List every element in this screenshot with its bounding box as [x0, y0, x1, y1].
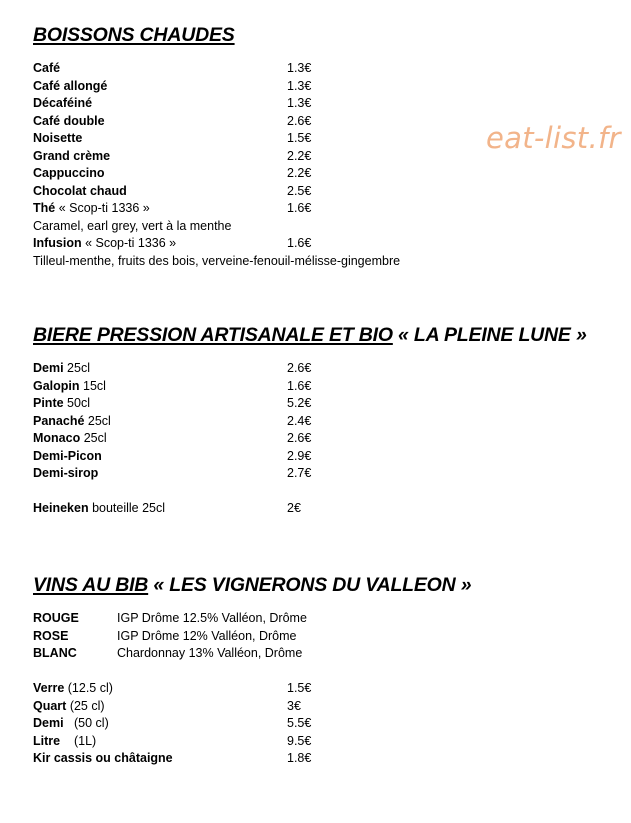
item-name: Demi-sirop — [33, 466, 99, 480]
item-name: Verre — [33, 681, 65, 695]
wine-desc: Chardonnay 13% Valléon, Drôme — [117, 646, 303, 660]
item-name: Décaféiné — [33, 96, 93, 110]
item-detail: (25 cl) — [66, 698, 105, 713]
item-name: Café allongé — [33, 78, 108, 93]
menu-item — [33, 95, 631, 113]
wine-type: BLANC — [33, 646, 77, 660]
item-price: 2.6€ — [287, 361, 312, 375]
section-title — [33, 322, 631, 348]
menu-item — [33, 148, 631, 166]
item-price: 9.5€ — [287, 733, 312, 748]
item-name: Café double — [33, 113, 105, 128]
item-name: Demi — [33, 716, 64, 730]
item-price: 2.2€ — [287, 166, 312, 180]
menu-item — [33, 165, 631, 183]
section-biere — [33, 322, 631, 518]
item-detail: (1L) — [60, 733, 97, 748]
section-boissons-chaudes — [33, 22, 631, 270]
item-note: Caramel, earl grey, vert à la menthe — [33, 218, 232, 233]
item-detail: « Scop-ti 1336 » — [81, 236, 177, 250]
item-name: Demi — [33, 361, 64, 375]
section-vins — [33, 572, 631, 768]
item-price: 1.5€ — [287, 681, 312, 695]
menu-item — [33, 183, 631, 201]
menu-item — [33, 500, 631, 518]
menu-item — [33, 680, 631, 698]
item-price: 2.5€ — [287, 183, 312, 198]
item-price: 1.6€ — [287, 236, 312, 250]
item-detail: 25cl — [63, 361, 90, 375]
spacer — [33, 483, 631, 501]
item-name: Panaché — [33, 413, 85, 428]
item-detail: « Scop-ti 1336 » — [55, 201, 150, 215]
item-price: 5.2€ — [287, 396, 312, 410]
section-title — [33, 572, 631, 598]
item-detail: 25cl — [84, 413, 111, 428]
menu-item — [33, 750, 631, 768]
item-name: Chocolat chaud — [33, 183, 127, 198]
item-price: 2.2€ — [287, 148, 312, 163]
item-name: Heineken — [33, 501, 89, 515]
menu-item — [33, 448, 631, 466]
item-name: Pinte — [33, 396, 64, 410]
item-name: Quart — [33, 698, 67, 713]
item-price: 1.6€ — [287, 201, 312, 215]
item-name: Galopin — [33, 378, 80, 393]
item-price: 5.5€ — [287, 716, 312, 730]
item-price: 3€ — [287, 698, 301, 713]
item-price: 2.7€ — [287, 466, 312, 480]
item-price: 1.6€ — [287, 378, 312, 393]
menu-item — [33, 395, 631, 413]
menu-item — [33, 715, 631, 733]
item-name: Thé — [33, 201, 56, 215]
menu-item — [33, 465, 631, 483]
menu-item — [33, 60, 631, 78]
item-detail: 50cl — [63, 396, 90, 410]
wine-desc: IGP Drôme 12% Valléon, Drôme — [117, 628, 297, 643]
item-price: 1.8€ — [287, 751, 312, 765]
menu-item — [33, 130, 631, 148]
menu-item — [33, 378, 631, 396]
item-price: 2.4€ — [287, 413, 312, 428]
item-detail: (12.5 cl) — [64, 681, 113, 695]
item-name: Demi-Picon — [33, 448, 102, 463]
menu-item — [33, 113, 631, 131]
wine-desc: IGP Drôme 12.5% Valléon, Drôme — [117, 611, 307, 625]
section-title-underlined: VINS AU BIB — [33, 574, 149, 596]
item-name: Monaco — [33, 431, 81, 445]
item-name: Kir cassis ou châtaigne — [33, 751, 173, 765]
item-price: 1.3€ — [287, 96, 312, 110]
wine-item — [33, 628, 631, 646]
wine-item — [33, 610, 631, 628]
menu-list — [33, 360, 631, 518]
menu-item — [33, 360, 631, 378]
section-title — [33, 22, 631, 48]
item-detail: (50 cl) — [63, 716, 109, 730]
item-price: 2€ — [287, 501, 301, 515]
wine-item — [33, 645, 631, 663]
item-detail: bouteille 25cl — [88, 501, 166, 515]
wine-type: ROSE — [33, 628, 69, 643]
section-title-rest: « LES VIGNERONS DU VALLEON » — [148, 574, 472, 596]
item-detail: 25cl — [80, 431, 107, 445]
menu-item — [33, 200, 631, 218]
item-name: Café — [33, 61, 61, 75]
item-price: 1.3€ — [287, 61, 312, 75]
section-title-text: BOISSONS CHAUDES — [33, 24, 235, 46]
item-price: 2.6€ — [287, 431, 312, 445]
menu-item — [33, 413, 631, 431]
item-name: Infusion — [33, 236, 82, 250]
item-note: Tilleul-menthe, fruits des bois, verveine-fenouil-mélisse-gingembre — [33, 253, 401, 268]
menu-item — [33, 78, 631, 96]
item-name: Grand crème — [33, 148, 111, 163]
item-name: Cappuccino — [33, 166, 105, 180]
item-price: 1.3€ — [287, 78, 312, 93]
menu-item — [33, 733, 631, 751]
menu-item — [33, 698, 631, 716]
menu-item — [33, 235, 631, 253]
item-price: 1.5€ — [287, 131, 312, 145]
section-title-underlined: BIERE PRESSION ARTISANALE ET BIO — [33, 324, 393, 346]
item-name: Litre — [33, 733, 61, 748]
wine-type: ROUGE — [33, 611, 79, 625]
watermark: eat-list.fr — [486, 121, 621, 155]
item-price: 2.6€ — [287, 113, 312, 128]
item-detail: 15cl — [79, 378, 106, 393]
section-title-rest: « LA PLEINE LUNE » — [392, 324, 587, 346]
item-price: 2.9€ — [287, 448, 312, 463]
menu-list — [33, 60, 631, 270]
menu-item — [33, 430, 631, 448]
wine-list — [33, 610, 631, 768]
spacer — [33, 663, 631, 681]
item-name: Noisette — [33, 131, 83, 145]
